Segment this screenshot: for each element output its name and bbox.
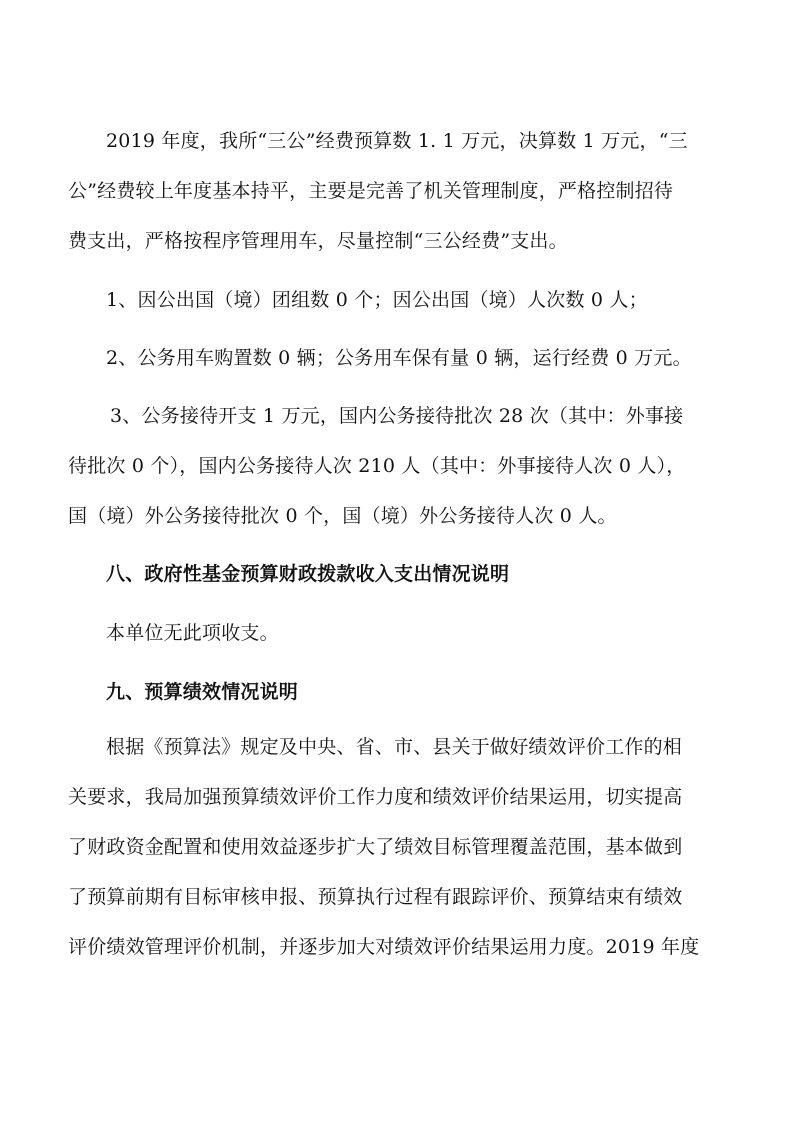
list-item-1: 1、因公出国（境）团组数 0 个；因公出国（境）人次数 0 人；: [106, 289, 648, 311]
paragraph-line: 评价绩效管理评价机制，并逐步加大对绩效评价结果运用力度。2019 年度: [68, 936, 700, 958]
paragraph-line: 根据《预算法》规定及中央、省、市、县关于做好绩效评价工作的相: [106, 736, 683, 758]
section-heading-8: 八、政府性基金预算财政拨款收入支出情况说明: [106, 563, 510, 585]
paragraph-line: 了预算前期有目标审核申报、预算执行过程有跟踪评价、预算结束有绩效: [68, 886, 683, 908]
paragraph-line: 关要求，我局加强预算绩效评价工作力度和绩效评价结果运用，切实提高: [68, 786, 683, 808]
list-item-3-line: 待批次 0 个），国内公务接待人次 210 人（其中：外事接待人次 0 人），: [68, 455, 686, 477]
paragraph-line: 公”经费较上年度基本持平，主要是完善了机关管理制度，严格控制招待: [68, 180, 674, 202]
paragraph-line: 费支出，严格按程序管理用车，尽量控制“三公经费”支出。: [68, 230, 568, 252]
list-item-2: 2、公务用车购置数 0 辆；公务用车保有量 0 辆，运行经费 0 万元。: [106, 347, 692, 369]
paragraph-line: 2019 年度，我所“三公”经费预算数 1. 1 万元，决算数 1 万元，“三: [106, 130, 688, 152]
paragraph-line: 了财政资金配置和使用效益逐步扩大了绩效目标管理覆盖范围，基本做到: [68, 836, 683, 858]
list-item-3: 3、公务接待开支 1 万元，国内公务接待批次 28 次（其中：外事接: [110, 405, 684, 427]
list-item-3-line: 国（境）外公务接待批次 0 个，国（境）外公务接待人次 0 人。: [68, 505, 617, 527]
section-heading-9: 九、预算绩效情况说明: [106, 681, 299, 703]
section-8-body: 本单位无此项收支。: [106, 622, 279, 644]
